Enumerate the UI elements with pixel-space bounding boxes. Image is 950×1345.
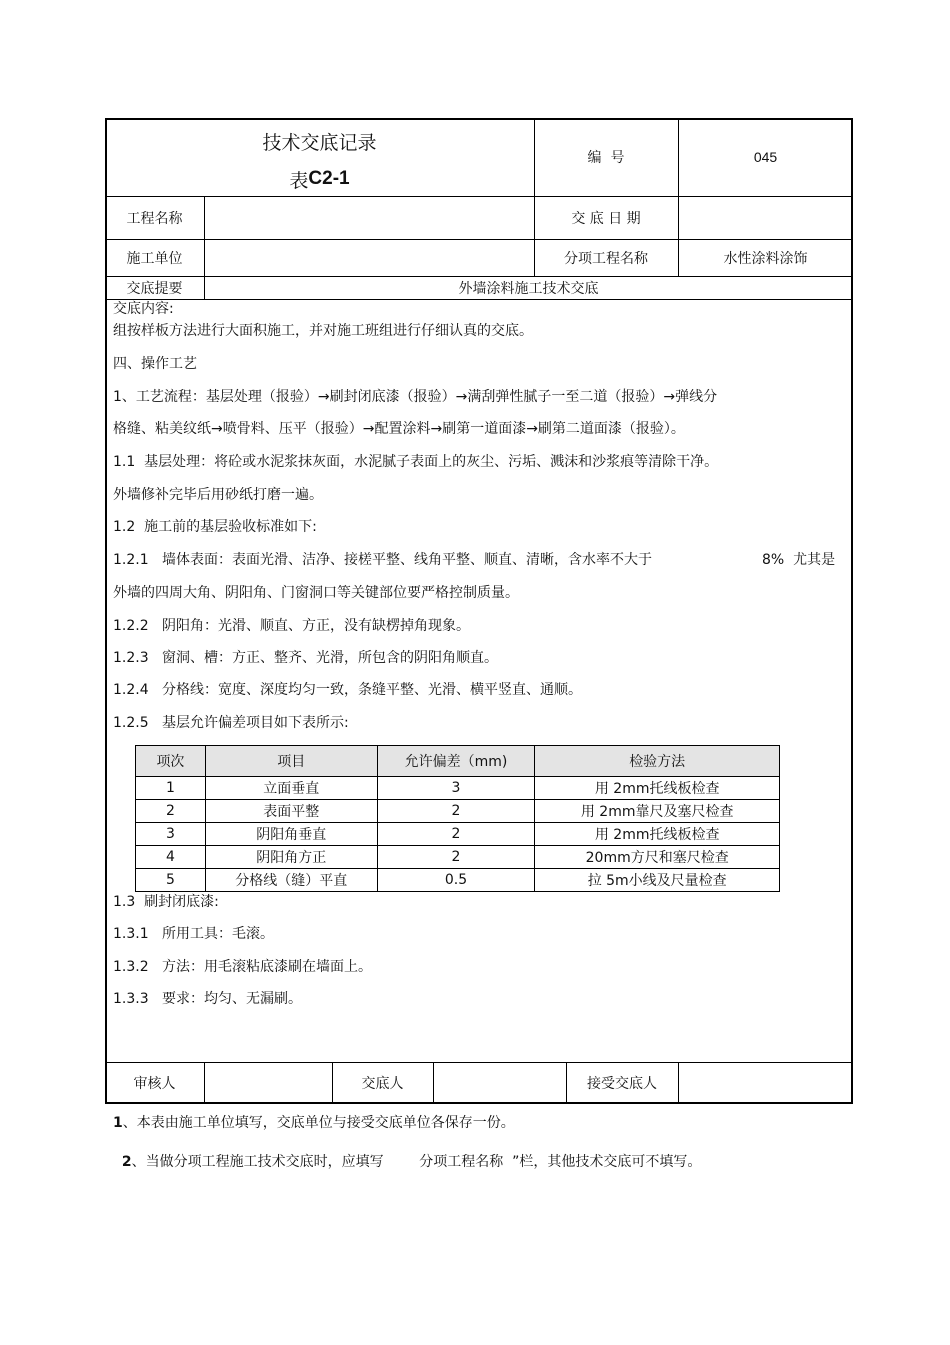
content-line: 1.2 施工前的基层验收标准如下: [113, 519, 317, 535]
disclosure-date-field[interactable] [678, 196, 853, 239]
sub-project-value: 水性涂料涂饰 [723, 250, 808, 267]
table-cell: 5 [136, 869, 206, 892]
table-cell: 3 [136, 823, 206, 846]
form-code [105, 164, 534, 194]
table-cell: 2 [377, 823, 535, 846]
content-line: 四、操作工艺 [113, 356, 197, 372]
footnote-text: 、当做分项工程施工技术交底时，应填写 分项工程名称 ”栏，其他技术交底可不填写。 [131, 1154, 702, 1170]
table-cell: 阴阳角垂直 [205, 823, 377, 846]
content-line: 1.2.1 墙体表面：表面光滑、洁净、接槎平整、线角平整、顺直、清晰，含水率不大于 [113, 552, 652, 568]
footnote-number: 2 [121, 1154, 132, 1170]
sub-project-label: 分项工程名称 [564, 250, 648, 267]
footnote-number: 1 [113, 1115, 123, 1131]
content-line: 1.2.2 阴阳角：光滑、顺直、方正，没有缺楞掉角现象。 [113, 618, 470, 634]
summary-value: 外墙涂料施工技术交底 [458, 280, 599, 297]
content-line: 1.2.3 窗洞、槽：方正、整齐、光滑，所包含的阴阳角顺直。 [113, 650, 498, 666]
content-line: 外墙修补完毕后用砂纸打磨一遍。 [113, 487, 323, 503]
table-cell: 1 [136, 777, 206, 800]
form-title: 技术交底记录 [262, 131, 377, 154]
receiver-label: 接受交底人 [587, 1076, 657, 1092]
content-line: 1、工艺流程：基层处理（报验）→刷封闭底漆（报验）→满刮弹性腻子一至二道（报验）→弹线分 [113, 389, 718, 405]
content-heading: 交底内容: [113, 301, 174, 317]
discloser-label: 交底人 [361, 1076, 404, 1092]
content-line: 1.2.5 基层允许偏差项目如下表所示: [113, 715, 349, 731]
footnote-1 [113, 1112, 515, 1132]
reviewer-label: 审核人 [133, 1076, 176, 1092]
table-cell: 2 [377, 846, 535, 869]
content-line: 组按样板方法进行大面积施工，并对施工班组进行仔细认真的交底。 [113, 323, 533, 339]
row-divider [105, 299, 853, 300]
footnote-text: 、本表由施工单位填写，交底单位与接受交底单位各保存一份。 [122, 1115, 515, 1131]
table-row [136, 846, 780, 869]
number-label: 编 号 [587, 150, 625, 166]
reviewer-field[interactable] [204, 1062, 332, 1104]
table-cell: 阴阳角方正 [205, 846, 377, 869]
content-line: 1.3 刷封闭底漆: [113, 894, 219, 910]
table-cell: 20mm方尺和塞尺检查 [535, 846, 780, 869]
discloser-field[interactable] [433, 1062, 566, 1104]
table-cell: 立面垂直 [205, 777, 377, 800]
table-cell: 拉 5m小线及尺量检查 [535, 869, 780, 892]
deviation-table [135, 745, 780, 892]
table-cell: 2 [377, 800, 535, 823]
table-cell: 分格线（缝）平直 [205, 869, 377, 892]
content-line: 外墙的四周大角、阴阳角、门窗洞口等关键部位要严格控制质量。 [113, 585, 519, 601]
number-value: 045 [753, 149, 778, 165]
content-line: 1.2.4 分格线：宽度、深度均匀一致，条缝平整、光滑、横平竖直、通顺。 [113, 682, 582, 698]
construction-unit-label: 施工单位 [126, 250, 183, 267]
content-line: 格缝、粘美纹纸→喷骨料、压平（报验）→配置涂料→刷第一道面漆→刷第二道面漆（报验）。 [113, 421, 685, 437]
table-header-row [136, 746, 780, 777]
form-code-prefix: 表 [289, 169, 309, 192]
content-line-tail: 8% 尤其是 [762, 552, 836, 568]
table-row [136, 777, 780, 800]
table-cell: 3 [377, 777, 535, 800]
summary-label: 交底提要 [126, 280, 183, 297]
header-cell: 项次 [136, 746, 206, 777]
project-name-field[interactable] [204, 196, 534, 239]
content-line: 1.3.2 方法：用毛滚粘底漆刷在墙面上。 [113, 959, 372, 975]
header-cell: 项目 [205, 746, 377, 777]
table-cell: 2 [136, 800, 206, 823]
form-code-value: C2-1 [308, 168, 350, 189]
table-cell: 0.5 [377, 869, 535, 892]
content-line: 1.1 基层处理：将砼或水泥浆抹灰面，水泥腻子表面上的灰尘、污垢、溅沫和沙浆痕等清除干净。 [113, 454, 719, 470]
content-line: 1.3.1 所用工具：毛滚。 [113, 926, 274, 942]
table-row [136, 823, 780, 846]
footnote-2 [113, 1135, 701, 1171]
table-row [136, 869, 780, 892]
table-cell: 表面平整 [205, 800, 377, 823]
table-cell: 用 2mm靠尺及塞尺检查 [535, 800, 780, 823]
header-cell: 检验方法 [535, 746, 780, 777]
construction-unit-field[interactable] [204, 239, 534, 276]
table-cell: 用 2mm托线板检查 [535, 777, 780, 800]
table-row [136, 800, 780, 823]
header-cell: 允许偏差（mm) [377, 746, 535, 777]
content-line: 1.3.3 要求：均匀、无漏刷。 [113, 991, 302, 1007]
project-name-label: 工程名称 [126, 210, 183, 227]
table-cell: 用 2mm托线板检查 [535, 823, 780, 846]
disclosure-date-label: 交 底 日 期 [571, 210, 641, 227]
table-cell: 4 [136, 846, 206, 869]
receiver-field[interactable] [678, 1062, 853, 1104]
